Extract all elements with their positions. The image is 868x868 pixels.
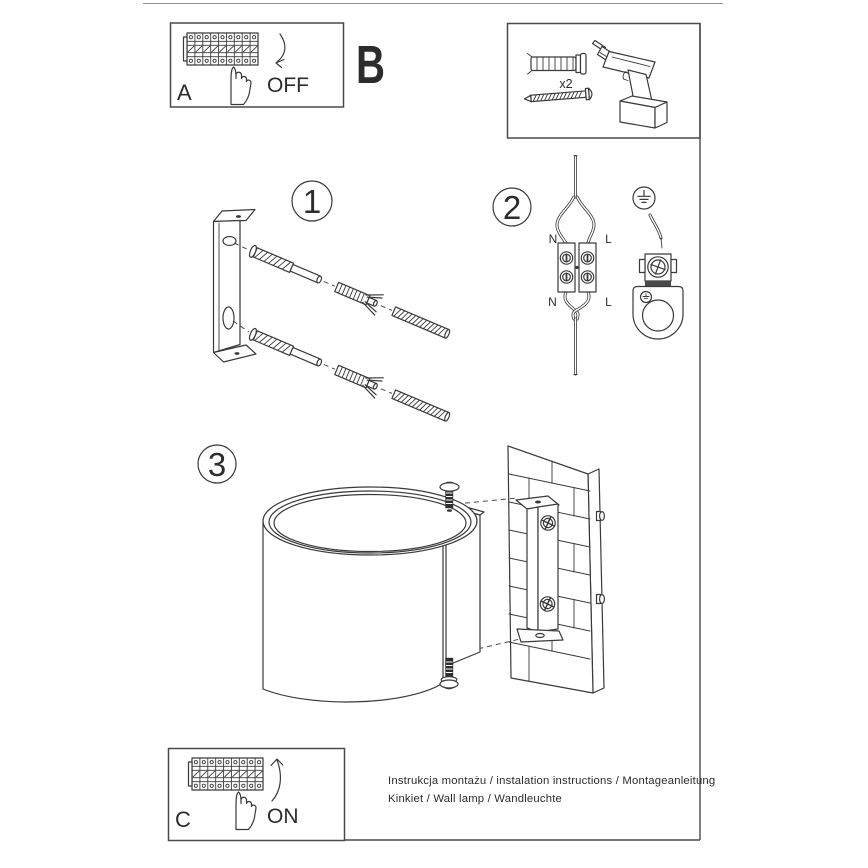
screw-icon bbox=[524, 88, 592, 105]
off-label: OFF bbox=[267, 74, 309, 97]
terminal-block-icon bbox=[558, 243, 596, 292]
section-b-label: B bbox=[356, 35, 385, 95]
footer-text-line2: Kinkiet / Wall lamp / Wandleuchte bbox=[388, 793, 563, 805]
step-3 bbox=[198, 445, 604, 702]
step-1 bbox=[214, 181, 454, 428]
power-on-panel bbox=[169, 749, 345, 841]
anchor-quantity-label: x2 bbox=[559, 77, 573, 91]
svg-text:1: 1 bbox=[302, 183, 322, 220]
parts-box bbox=[508, 24, 701, 139]
circuit-breaker-hand-icon bbox=[189, 758, 264, 830]
wall-plug-icon bbox=[528, 54, 587, 75]
step-2 bbox=[493, 156, 683, 375]
mounting-plate-icon bbox=[633, 287, 683, 340]
wire-l-top-label: L bbox=[605, 232, 612, 246]
step-3-number bbox=[198, 445, 236, 483]
panel-c-label: C bbox=[175, 807, 191, 832]
footer bbox=[388, 775, 715, 805]
arrow-up-icon bbox=[271, 759, 283, 801]
ground-terminal-icon bbox=[640, 254, 677, 287]
svg-text:2: 2 bbox=[502, 189, 522, 226]
wire-n-top-label: N bbox=[548, 232, 558, 246]
power-off-panel bbox=[171, 23, 344, 107]
wire-n-bottom-label: N bbox=[548, 295, 557, 309]
wire-l-bottom-label: L bbox=[605, 295, 612, 309]
drill-icon bbox=[593, 41, 668, 129]
step-1-number bbox=[292, 181, 332, 221]
screw-anchor-assembly-icon bbox=[246, 240, 453, 344]
arrow-down-icon bbox=[276, 34, 285, 68]
screw-anchor-assembly-icon bbox=[246, 323, 453, 427]
svg-text:3: 3 bbox=[207, 446, 227, 483]
circuit-breaker-hand-icon bbox=[184, 33, 259, 105]
ground-symbol-icon bbox=[633, 187, 655, 209]
on-label: ON bbox=[267, 805, 299, 828]
footer-text-line1: Instrukcja montażu / instalation instructions / Montageanleitung bbox=[388, 775, 716, 787]
ground-wire-icon bbox=[650, 215, 662, 248]
step-2-number bbox=[493, 188, 531, 226]
panel-a-label: A bbox=[177, 80, 192, 105]
